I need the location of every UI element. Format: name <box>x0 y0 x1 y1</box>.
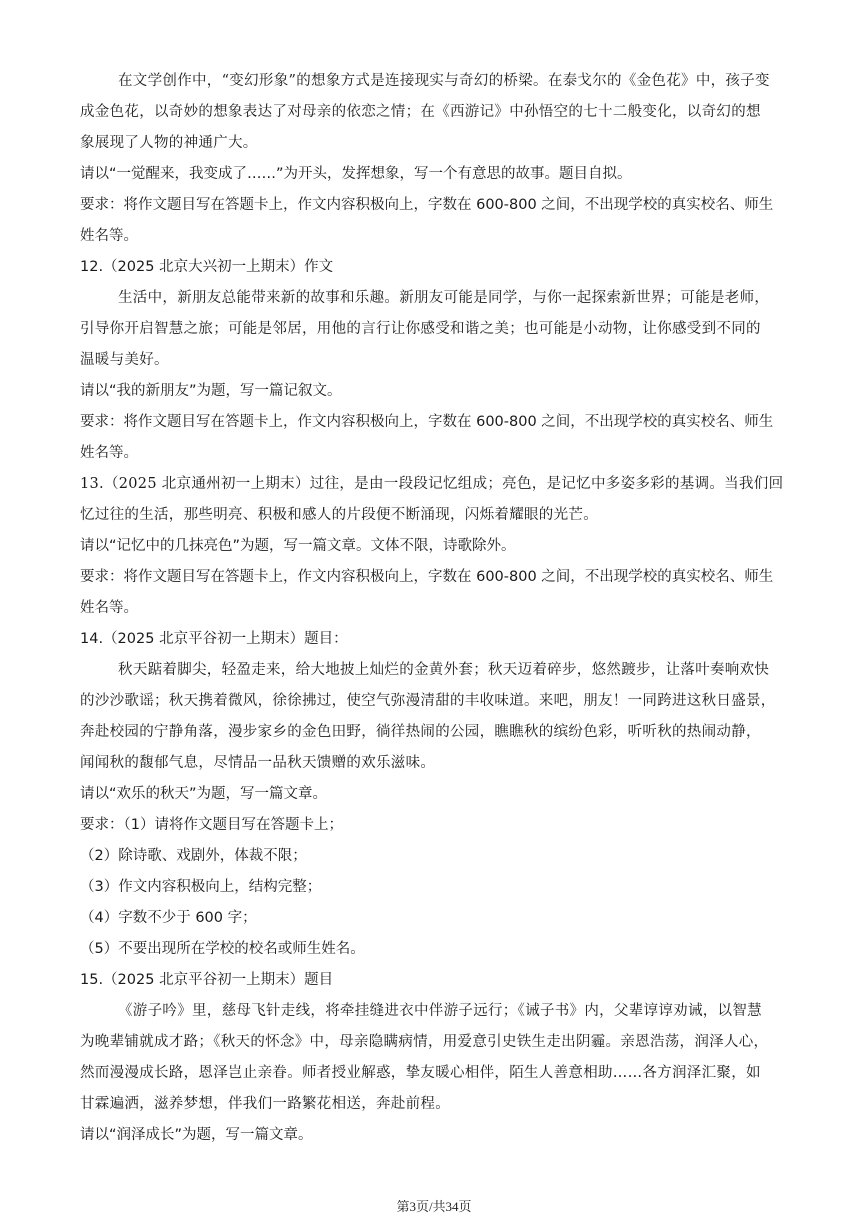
text-line: 请以“记忆中的几抹亮色”为题，写一篇文章。文体不限，诗歌除外。 <box>80 538 516 554</box>
text-line: 姓名等。 <box>80 600 138 616</box>
document-body <box>80 66 792 1151</box>
text-line: 象展现了人物的神通广大。 <box>80 135 258 151</box>
text-line: （4）字数不少于 600 字； <box>80 910 257 926</box>
text-line: 15.（2025 北京平谷初一上期末）题目 <box>80 972 334 988</box>
text-line: 生活中，新朋友总能带来新的故事和乐趣。新朋友可能是同学，与你一起探索新世界；可能是老师， <box>118 290 770 306</box>
text-line: 闻闻秋的馥郁气息，尽情品一品秋天馈赠的欢乐滋味。 <box>80 755 436 771</box>
text-line: 请以“一觉醒来，我变成了……”为开头，发挥想象，写一个有意思的故事。题目自拟。 <box>80 166 632 182</box>
page-number: 第3页/共34页 <box>396 1199 472 1214</box>
text-line: 请以“我的新朋友”为题，写一篇记叙文。 <box>80 383 342 399</box>
text-line: 要求：将作文题目写在答题卡上，作文内容积极向上，字数在 600-800 之间，不出现学校的真实校名、师生 <box>80 197 774 213</box>
text-line: 13.（2025 北京通州初一上期末）过往，是由一段段记忆组成；亮色，是记忆中多姿多彩的基调。当我们回 <box>80 476 784 492</box>
text-line: 忆过往的生活，那些明亮、积极和感人的片段便不断涌现，闪烁着耀眼的光芒。 <box>80 507 598 523</box>
text-line: 要求：（1）请将作文题目写在答题卡上； <box>80 817 343 833</box>
text-line: 请以“欢乐的秋天”为题，写一篇文章。 <box>80 786 328 802</box>
text-line: 请以“润泽成长”为题，写一篇文章。 <box>80 1127 313 1143</box>
text-line: 为晚辈铺就成才路；《秋天的怀念》中，母亲隐瞒病情，用爱意引史铁生走出阴霾。亲恩浩荡，润泽人心， <box>80 1034 769 1050</box>
text-line: 姓名等。 <box>80 228 138 244</box>
text-line: 12.（2025 北京大兴初一上期末）作文 <box>80 259 334 275</box>
text-line: 在文学创作中，“变幻形象”的想象方式是连接现实与奇幻的桥梁。在泰戈尔的《金色花》中，孩子变 <box>118 73 770 89</box>
text-line: 秋天踮着脚尖，轻盈走来，给大地披上灿烂的金黄外套；秋天迈着碎步，悠然踱步，让落叶奏响欢快 <box>118 662 770 678</box>
text-line: （5）不要出现所在学校的校名或师生姓名。 <box>80 941 365 957</box>
text-line: 姓名等。 <box>80 445 138 461</box>
text-line: 要求：将作文题目写在答题卡上，作文内容积极向上，字数在 600-800 之间，不出现学校的真实校名、师生 <box>80 569 774 585</box>
text-line: 温暖与美好。 <box>80 352 169 368</box>
text-line: 奔赴校园的宁静角落，漫步家乡的金色田野，徜徉热闹的公园，瞧瞧秋的缤纷色彩，听听秋的热闹动静， <box>80 724 761 740</box>
text-line: 引导你开启智慧之旅；可能是邻居，用他的言行让你感受和谐之美；也可能是小动物，让你感受到不同的 <box>80 321 761 337</box>
text-line: （2）除诗歌、戏剧外，体裁不限； <box>80 848 307 864</box>
text-line: 的沙沙歌谣；秋天携着微风，徐徐拂过，使空气弥漫清甜的丰收味道。来吧，朋友！一同跨进这秋日盛景， <box>80 693 776 709</box>
text-line: 然而漫漫成长路，恩泽岂止亲眷。师者授业解惑，挚友暖心相伴，陌生人善意相助……各方润泽汇聚，如 <box>80 1065 761 1081</box>
text-line: 《游子吟》里，慈母飞针走线，将牵挂缝进衣中伴游子远行；《诫子书》内，父辈谆谆劝诫，以智慧 <box>118 1003 762 1019</box>
text-line: 14.（2025 北京平谷初一上期末）题目： <box>80 631 348 647</box>
text-line: 甘霖遍洒，滋养梦想，伴我们一路繁花相送，奔赴前程。 <box>80 1096 450 1112</box>
text-line: （3）作文内容积极向上，结构完整； <box>80 879 322 895</box>
text-line: 成金色花，以奇妙的想象表达了对母亲的依恋之情；在《西游记》中孙悟空的七十二般变化，以奇幻的想 <box>80 104 761 120</box>
text-line: 要求：将作文题目写在答题卡上，作文内容积极向上，字数在 600-800 之间，不出现学校的真实校名、师生 <box>80 414 774 430</box>
